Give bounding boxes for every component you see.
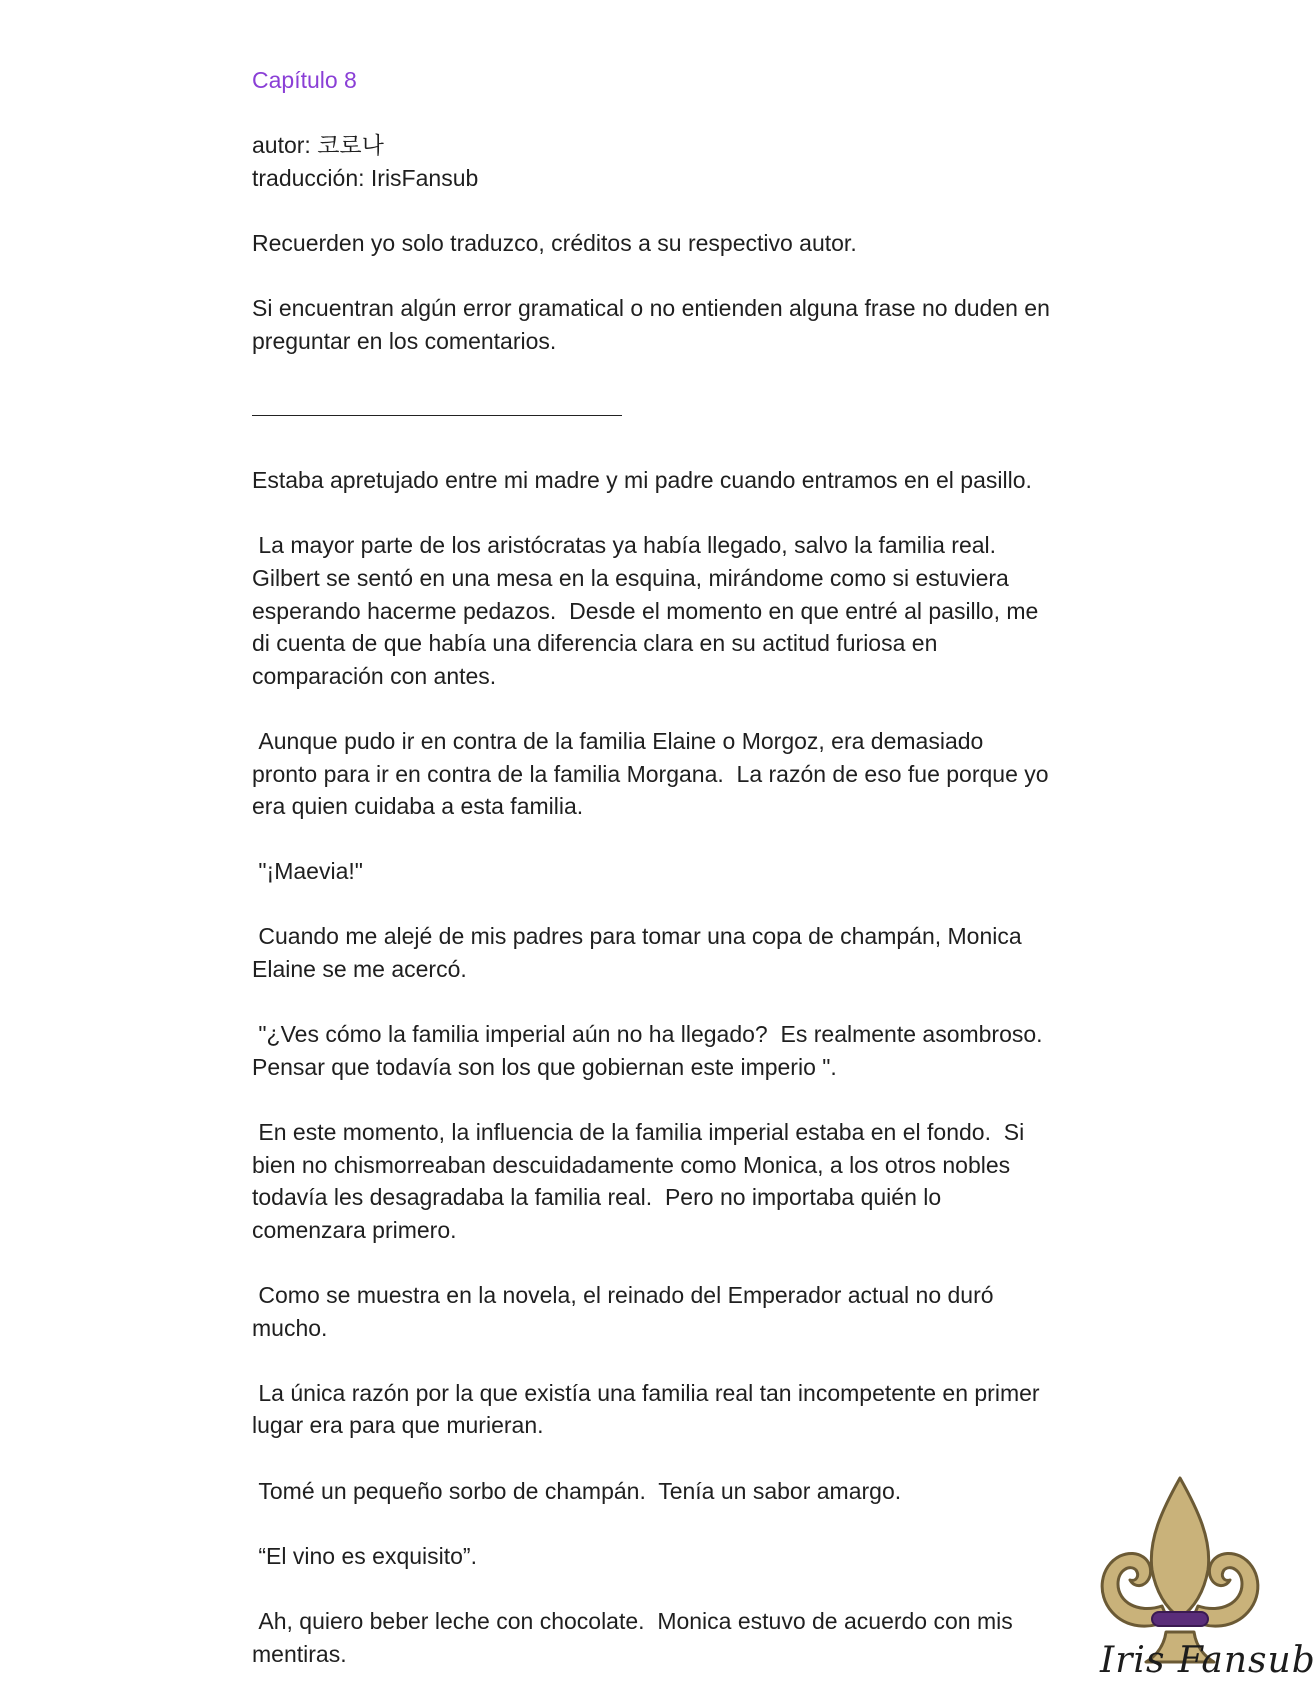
story-paragraph: En este momento, la influencia de la familia imperial estaba en el fondo. Si bien no chismorreaban descuidadamente como Monica, a los otros nobles todavía les desagradaba la familia real. Pero no importaba quién lo comenzara primero. [252,1119,1031,1243]
credits-block [252,129,1052,194]
story-paragraph: "¡Maevia!" [252,858,363,885]
story-paragraph: "¿Ves cómo la familia imperial aún no ha llegado? Es realmente asombroso. Pensar que todavía son los que gobiernan este imperio ". [252,1021,1056,1080]
document-page [252,64,1057,1670]
story-paragraph: Ah, quiero beber leche con chocolate. Monica estuvo de acuerdo con mis mentiras. [252,1607,1020,1667]
translation-line: traducción: IrisFansub [252,164,479,191]
story-paragraph: “El vino es exquisito”. [252,1542,477,1569]
story-paragraph: Cuando me alejé de mis padres para tomar una copa de champán, Monica Elaine se me acercó. [252,923,1029,983]
divider-line [252,415,622,416]
story-paragraph: Estaba apretujado entre mi madre y mi padre cuando entramos en el pasillo. [252,467,1032,494]
watermark-text: Iris Fansub [1100,1640,1316,1681]
story-paragraph: Como se muestra en la novela, el reinado del Emperador actual no duró mucho. [252,1282,1000,1341]
story-paragraph: Aunque pudo ir en contra de la familia Elaine o Morgoz, era demasiado pronto para ir en contra de la familia Morgana. La razón de eso fue porque yo era quien cuidaba a esta familia. [252,727,1055,820]
story-paragraph: La mayor parte de los aristócratas ya había llegado, salvo la familia real. Gilbert se sentó en una mesa en la esquina, mirándome como si estuviera esperando hacerme pedazos. Desde el momento en que entré al pasillo, me di cuenta de que había una diferencia clara en su actitud furiosa en comparación con antes. [252,532,1045,689]
note-credits: Recuerden yo solo traduzco, créditos a su respectivo autor. [252,229,857,256]
story-paragraph: La única razón por la que existía una familia real tan incompetente en primer lugar era para que murieran. [252,1379,1046,1439]
author-line: autor: 코로나 [252,132,384,158]
note-errors: Si encuentran algún error gramatical o no entienden alguna frase no duden en preguntar en los comentarios. [252,294,1057,354]
story-paragraph: Tomé un pequeño sorbo de champán. Tenía un sabor amargo. [252,1477,902,1504]
chapter-title: Capítulo 8 [252,67,357,93]
